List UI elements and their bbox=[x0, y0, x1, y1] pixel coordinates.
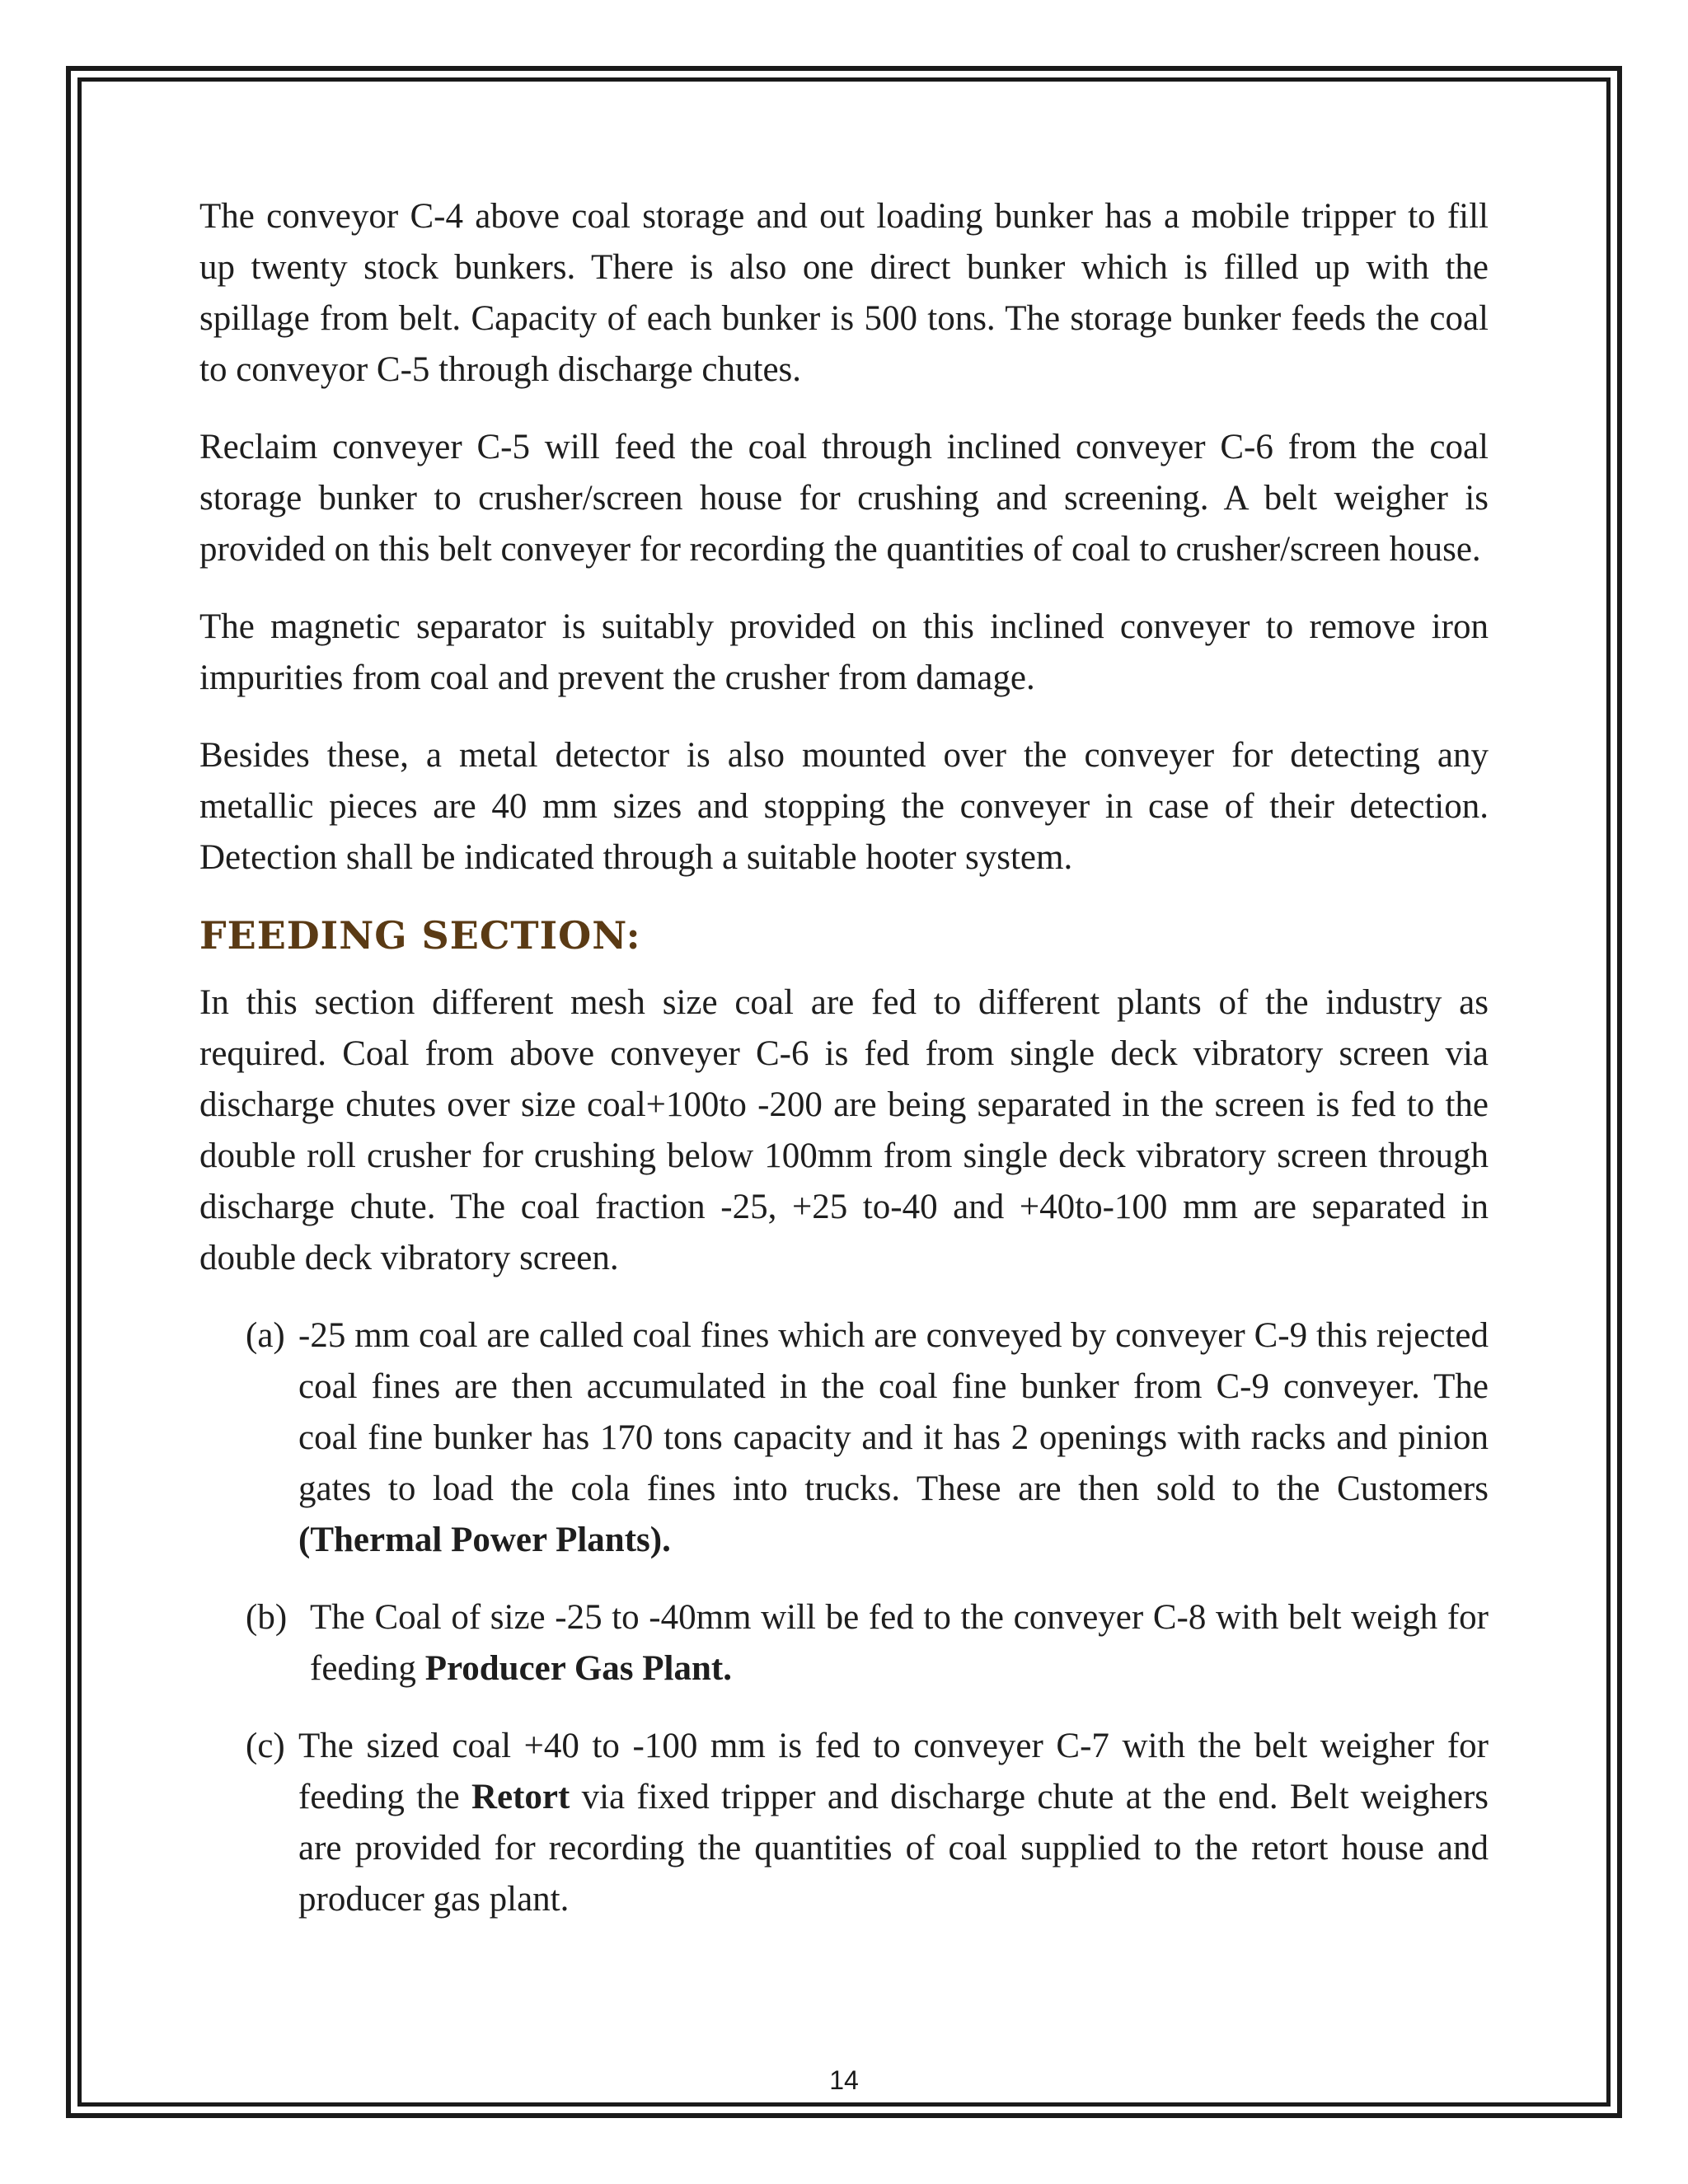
list-item-b-bold: Producer Gas Plant. bbox=[424, 1649, 732, 1688]
list-item-c bbox=[199, 1721, 1489, 1925]
list-item-a bbox=[199, 1310, 1489, 1566]
list-item-b bbox=[199, 1592, 1489, 1694]
list-item-c-text-before: The sized coal +40 to -100 mm is fed to conveyer C-7 with the belt weigher for feeding the bbox=[298, 1727, 1489, 1816]
list-marker-a: (a) bbox=[246, 1316, 285, 1355]
list-item-b-text: The Coal of size -25 to -40mm will be fed to the conveyer C-8 with belt weigh for feeding bbox=[310, 1598, 1489, 1688]
list-item-c-text-after: via fixed tripper and discharge chute at the end. Belt weighers are provided for recording the quantities of coal supplied to the retort house and producer gas plant. bbox=[298, 1778, 1489, 1919]
paragraph-metal-detector: Besides these, a metal detector is also mounted over the conveyer for detecting any metallic pieces are 40 mm sizes and stopping the conveyer in case of their detection. Detection shall be indicated through a suitable hooter system. bbox=[199, 736, 1489, 877]
page-content bbox=[199, 191, 1489, 1952]
paragraph-conveyor-c4: The conveyor C-4 above coal storage and out loading bunker has a mobile tripper to fill up twenty stock bunkers. There is also one direct bunker which is filled up with the spillage from belt. Capacity of each bunker is 500 tons. The storage bunker feeds the coal to conveyor C-5 through discharge chutes. bbox=[199, 197, 1489, 389]
list-marker-b: (b) bbox=[246, 1598, 288, 1637]
paragraph-magnetic-separator: The magnetic separator is suitably provided on this inclined conveyer to remove iron impurities from coal and prevent the crusher from damage. bbox=[199, 607, 1489, 697]
page-number: 14 bbox=[829, 2065, 859, 2095]
paragraph-reclaim-conveyer: Reclaim conveyer C-5 will feed the coal through inclined conveyer C-6 from the coal storage bunker to crusher/screen house for crushing and screening. A belt weigher is provided on this belt conveyer for recording the quantities of coal to crusher/screen house. bbox=[199, 428, 1489, 569]
list-item-a-text: -25 mm coal are called coal fines which are conveyed by conveyer C-9 this rejected coal fines are then accumulated in the coal fine bunker from C-9 conveyer. The coal fine bunker has 170 tons capacity and it has 2 openings with racks and pinion gates to load the cola fines into trucks. These are then sold to the Customers bbox=[298, 1316, 1489, 1508]
list-marker-c: (c) bbox=[246, 1727, 285, 1765]
paragraph-feeding-intro: In this section different mesh size coal are fed to different plants of the industry as required. Coal from above conveyer C-6 is fed from single deck vibratory screen via discharge chutes over size coal+100to -200 are being separated in the screen is fed to the double roll crusher for crushing below 100mm from single deck vibratory screen through discharge chute. The coal fraction -25, +25 to-40 and +40to-100 mm are separated in double deck vibratory screen. bbox=[199, 983, 1489, 1277]
section-heading-feeding: FEEDING SECTION: bbox=[199, 913, 641, 958]
list-item-a-bold: (Thermal Power Plants). bbox=[298, 1521, 671, 1559]
list-item-c-bold: Retort bbox=[471, 1778, 570, 1816]
